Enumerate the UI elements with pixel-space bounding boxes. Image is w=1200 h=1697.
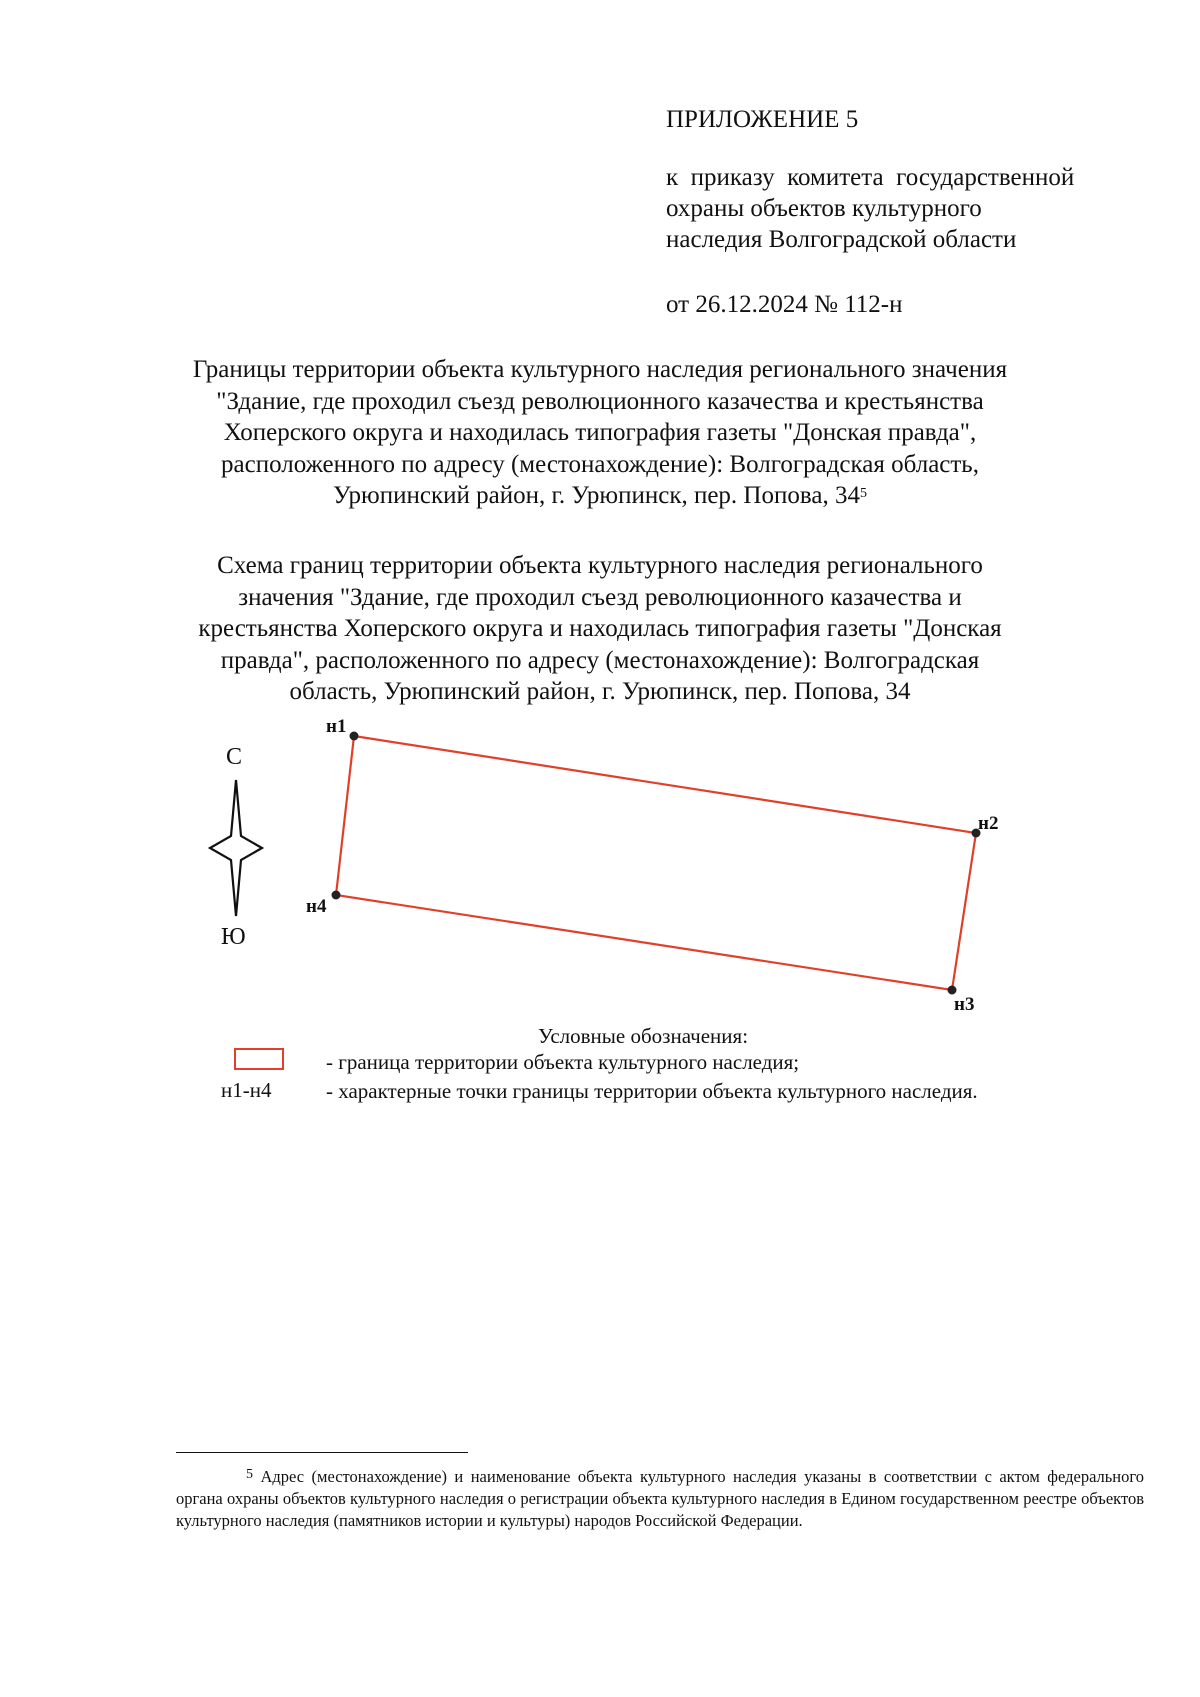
scheme-title-line: значения "Здание, где проходил съезд революционного казачества и	[238, 583, 962, 611]
order-line: охраны объектов культурного	[666, 195, 982, 222]
appendix-title: ПРИЛОЖЕНИЕ 5	[666, 106, 859, 133]
legend-item-points: - характерные точки границы территории объекта культурного наследия.	[326, 1079, 978, 1103]
point-n3-label: н3	[954, 994, 975, 1015]
title-line: Границы территории объекта культурного наследия регионального значения	[192, 356, 1008, 383]
point-n1-marker	[350, 732, 359, 741]
point-n2-label: н2	[978, 813, 999, 834]
legend-item-boundary: - граница территории объекта культурного наследия;	[326, 1050, 800, 1074]
footnote	[176, 1466, 1144, 1532]
scheme-title-line: область, Урюпинский район, г. Урюпинск, пер. Попова, 34	[289, 678, 911, 705]
legend-boundary-swatch	[234, 1048, 284, 1070]
footnote-text: Адрес (местонахождение) и наименование объекта культурного наследия указаны в соответствии с актом федерального органа охраны объектов культурного наследия о регистрации объекта культурного наследия в Едином государственном реестре объектов культурного наследия (памятников истории и культуры) народов Российской Федерации.	[176, 1467, 1144, 1530]
footnote-divider	[176, 1452, 468, 1453]
scheme-title-line: крестьянства Хоперского округа и находилась типография газеты "Донская	[198, 615, 1002, 642]
legend-points-symbol: н1-н4	[221, 1078, 272, 1102]
order-line: наследия Волгоградской области	[666, 226, 1017, 253]
scheme-title-line: правда", расположенного по адресу (местонахождение): Волгоградская	[220, 646, 980, 674]
footnote-mark: 5	[859, 486, 867, 501]
scheme-title-line: Схема границ территории объекта культурного наследия регионального	[217, 552, 983, 579]
boundary-polygon	[336, 736, 976, 990]
order-line: к приказу комитета государственной	[666, 164, 1075, 191]
point-n4-label: н4	[306, 896, 327, 917]
order-date-number: от 26.12.2024 № 112-н	[666, 291, 903, 318]
footnote-number: 5	[246, 1467, 253, 1482]
compass-south-label: Ю	[221, 924, 246, 950]
compass-north-label: С	[226, 744, 243, 770]
title-line-text: Урюпинский район, г. Урюпинск, пер. Попова, 34	[333, 482, 860, 509]
legend-title: Условные обозначения:	[538, 1024, 749, 1048]
title-line: "Здание, где проходил съезд революционного казачества и крестьянства	[216, 387, 984, 415]
point-n4-marker	[332, 891, 341, 900]
title-line: Хоперского округа и находилась типография газеты "Донская правда",	[223, 419, 977, 446]
point-n1-label: н1	[326, 716, 347, 737]
title-line: расположенного по адресу (местонахождение): Волгоградская область,	[221, 450, 979, 478]
